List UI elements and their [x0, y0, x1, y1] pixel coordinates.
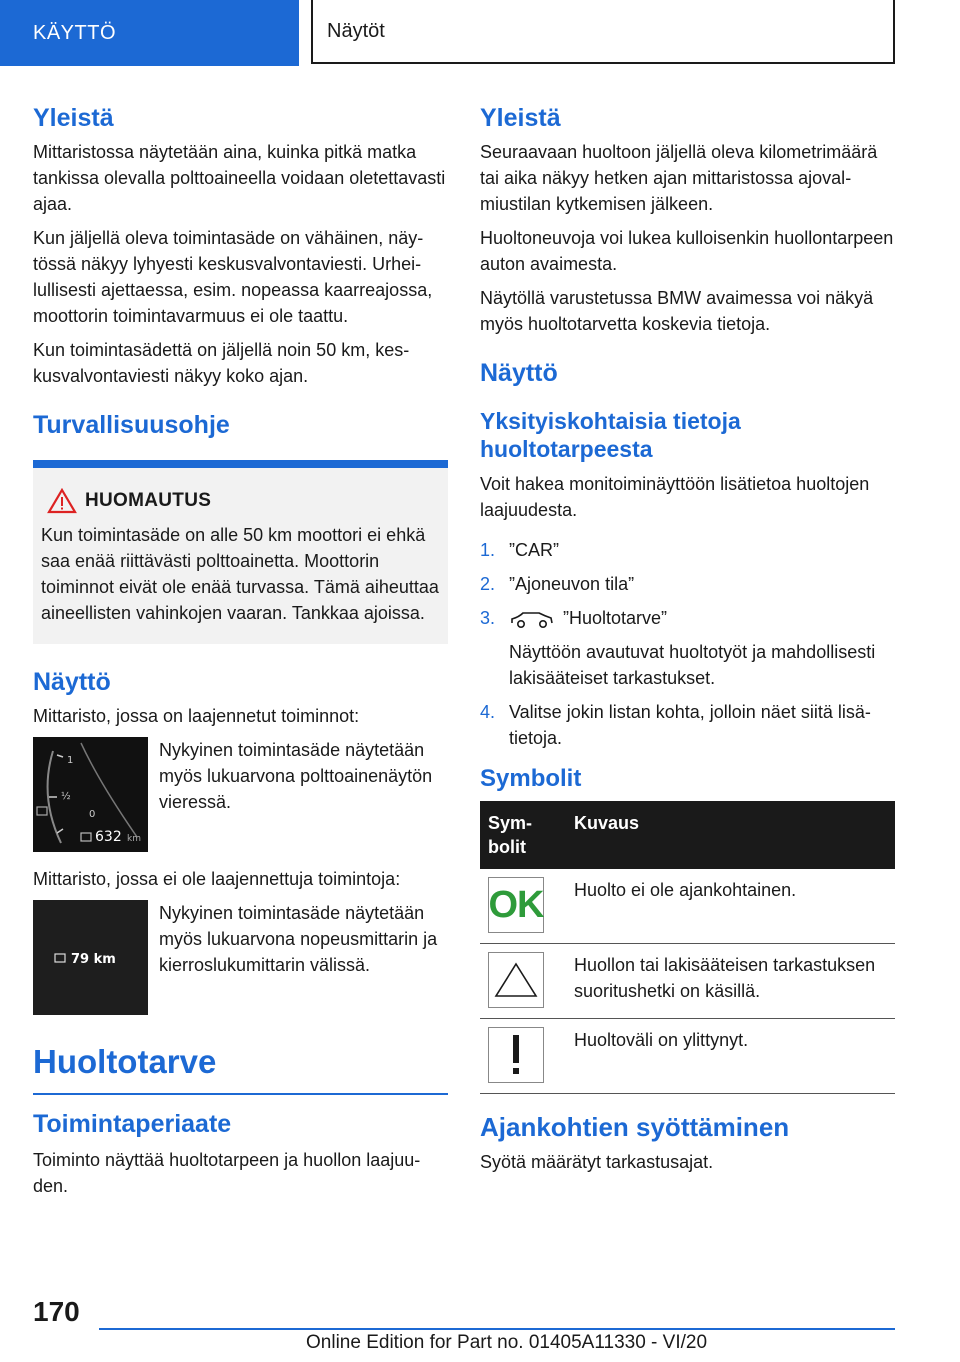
range-value-basic: 79 km — [71, 952, 116, 967]
right-column — [480, 104, 895, 1183]
symbols-heading: Symbolit — [480, 765, 582, 793]
section-tab: KÄYTTÖ — [0, 0, 299, 66]
instrument-cluster-basic-image — [33, 900, 148, 1015]
svg-text:0: 0 — [89, 809, 96, 820]
footer-rule — [99, 1328, 895, 1330]
right-general-heading: Yleistä — [480, 104, 561, 132]
right-general-paragraph-2: Huoltoneuvoja voi lukea kulloisenkin huollontarpeen auton avaimesta. — [480, 228, 894, 274]
warning-title: HUOMAUTUS — [85, 490, 212, 511]
details-heading: Yksityiskohtaisia tietoja huoltotarpeesta — [480, 408, 741, 462]
left-column — [33, 104, 448, 1207]
warning-box — [33, 460, 448, 644]
list-item: 2. ”Ajoneuvon tila” — [480, 574, 635, 595]
principle-heading: Toimintaperiaate — [33, 1110, 232, 1138]
steps-list — [480, 537, 895, 751]
dates-heading: Ajankohtien syöttäminen — [480, 1112, 790, 1143]
page-header — [0, 0, 960, 66]
svg-text:½: ½ — [61, 791, 71, 802]
display-basic-row — [33, 900, 448, 1015]
triangle-warning-icon — [488, 952, 544, 1008]
page-number: 170 — [33, 1296, 80, 1327]
table-row: Huollon tai lakisääteisen tarkastuksen suoritushetki on käsillä. — [480, 944, 895, 1019]
range-unit-extended: km — [127, 834, 141, 844]
table-row: Huoltoväli on ylittynyt. — [480, 1019, 895, 1094]
safety-heading: Turvallisuusohje — [33, 411, 230, 439]
car-icon — [509, 608, 555, 630]
range-value-extended: 632 — [95, 829, 122, 845]
table-row: OK Huolto ei ole ajankohtainen. — [480, 869, 895, 944]
right-display-heading: Näyttö — [480, 359, 558, 387]
display-basic-text: Nykyinen toimintasäde näytetään myös lukuarvona nopeusmittarin ja kierroslukumittarin välissä. — [159, 903, 438, 975]
service-heading: Huoltotarve — [33, 1043, 217, 1080]
symbols-table — [480, 801, 895, 1094]
display-paragraph-2: Mittaristo, jossa ei ole laajennettuja toimintoja: — [33, 869, 401, 889]
details-text: Voit hakea monitoiminäyttöön lisätietoa huoltojen laajuudesta. — [480, 474, 870, 521]
edition-text: Online Edition for Part no. 01405A11330 - VI/20 — [306, 1332, 708, 1353]
warning-triangle-icon — [47, 488, 77, 514]
general-paragraph-1: Mittaristossa näytetään aina, kuinka pitkä matka tankissa olevalla polttoaineella voidaan oletettavasti ajaa. — [33, 142, 446, 214]
principle-text: Toiminto näyttää huoltotarpeen ja huollon laajuuden. — [33, 1150, 421, 1196]
list-item: 3. ”Huoltotarve” Näyttöön avautuvat huoltotyöt ja mahdollisesti lakisääteiset tarkastukset. — [480, 608, 876, 689]
list-item: 4. Valitse jokin listan kohta, jolloin näet siitä lisätietoja. — [480, 702, 871, 749]
list-item: 1. ”CAR” — [480, 540, 559, 561]
instrument-cluster-extended-image — [33, 737, 148, 852]
warning-text: Kun toimintasäde on alle 50 km moottori ei ehkä saa enää riittävästi polttoainetta. Moottorin toiminnot eivät ole enää turvassa. Tämä aiheuttaa aineellisten vahinkojen vaaran. Tankkaa ajoissa. — [41, 525, 439, 623]
display-extended-text: Nykyinen toimintasäde näytetään myös lukuarvona polttoainenäytön vieressä. — [159, 740, 433, 812]
display-heading: Näyttö — [33, 668, 111, 696]
table-header-symbol: Symbolit — [480, 801, 566, 869]
exclamation-icon — [488, 1027, 544, 1083]
right-general-paragraph-1: Seuraavaan huoltoon jäljellä oleva kilometrimäärä tai aika näkyy hetken ajan mittaristossa ajovalmiustilan kytkemisen jälkeen. — [480, 142, 878, 214]
chapter-title: Näytöt — [311, 0, 895, 64]
general-heading: Yleistä — [33, 104, 114, 132]
general-paragraph-3: Kun toimintasädettä on jäljellä noin 50 km, keskusvalvontaviesti näkyy koko ajan. — [33, 340, 410, 386]
display-paragraph-1: Mittaristo, jossa on laajennetut toiminnot: — [33, 706, 360, 726]
table-header-description: Kuvaus — [566, 801, 895, 869]
ok-icon: OK — [488, 877, 544, 933]
display-extended-row — [33, 737, 448, 852]
right-general-paragraph-3: Näytöllä varustetussa BMW avaimessa voi näkyä myös huoltotarvetta koskevia tietoja. — [480, 288, 874, 334]
svg-text:1: 1 — [67, 755, 74, 766]
dates-text: Syötä määrätyt tarkastusajat. — [480, 1152, 714, 1173]
general-paragraph-2: Kun jäljellä oleva toimintasäde on vähäinen, näytössä näkyy lyhyesti keskusvalvontaviesti. Urheilullisesti ajettaessa, esim. nopeassa kaarreajossa, moottorin toimintavarmuus ei ole taattu. — [33, 228, 433, 326]
service-rule — [33, 1093, 448, 1095]
